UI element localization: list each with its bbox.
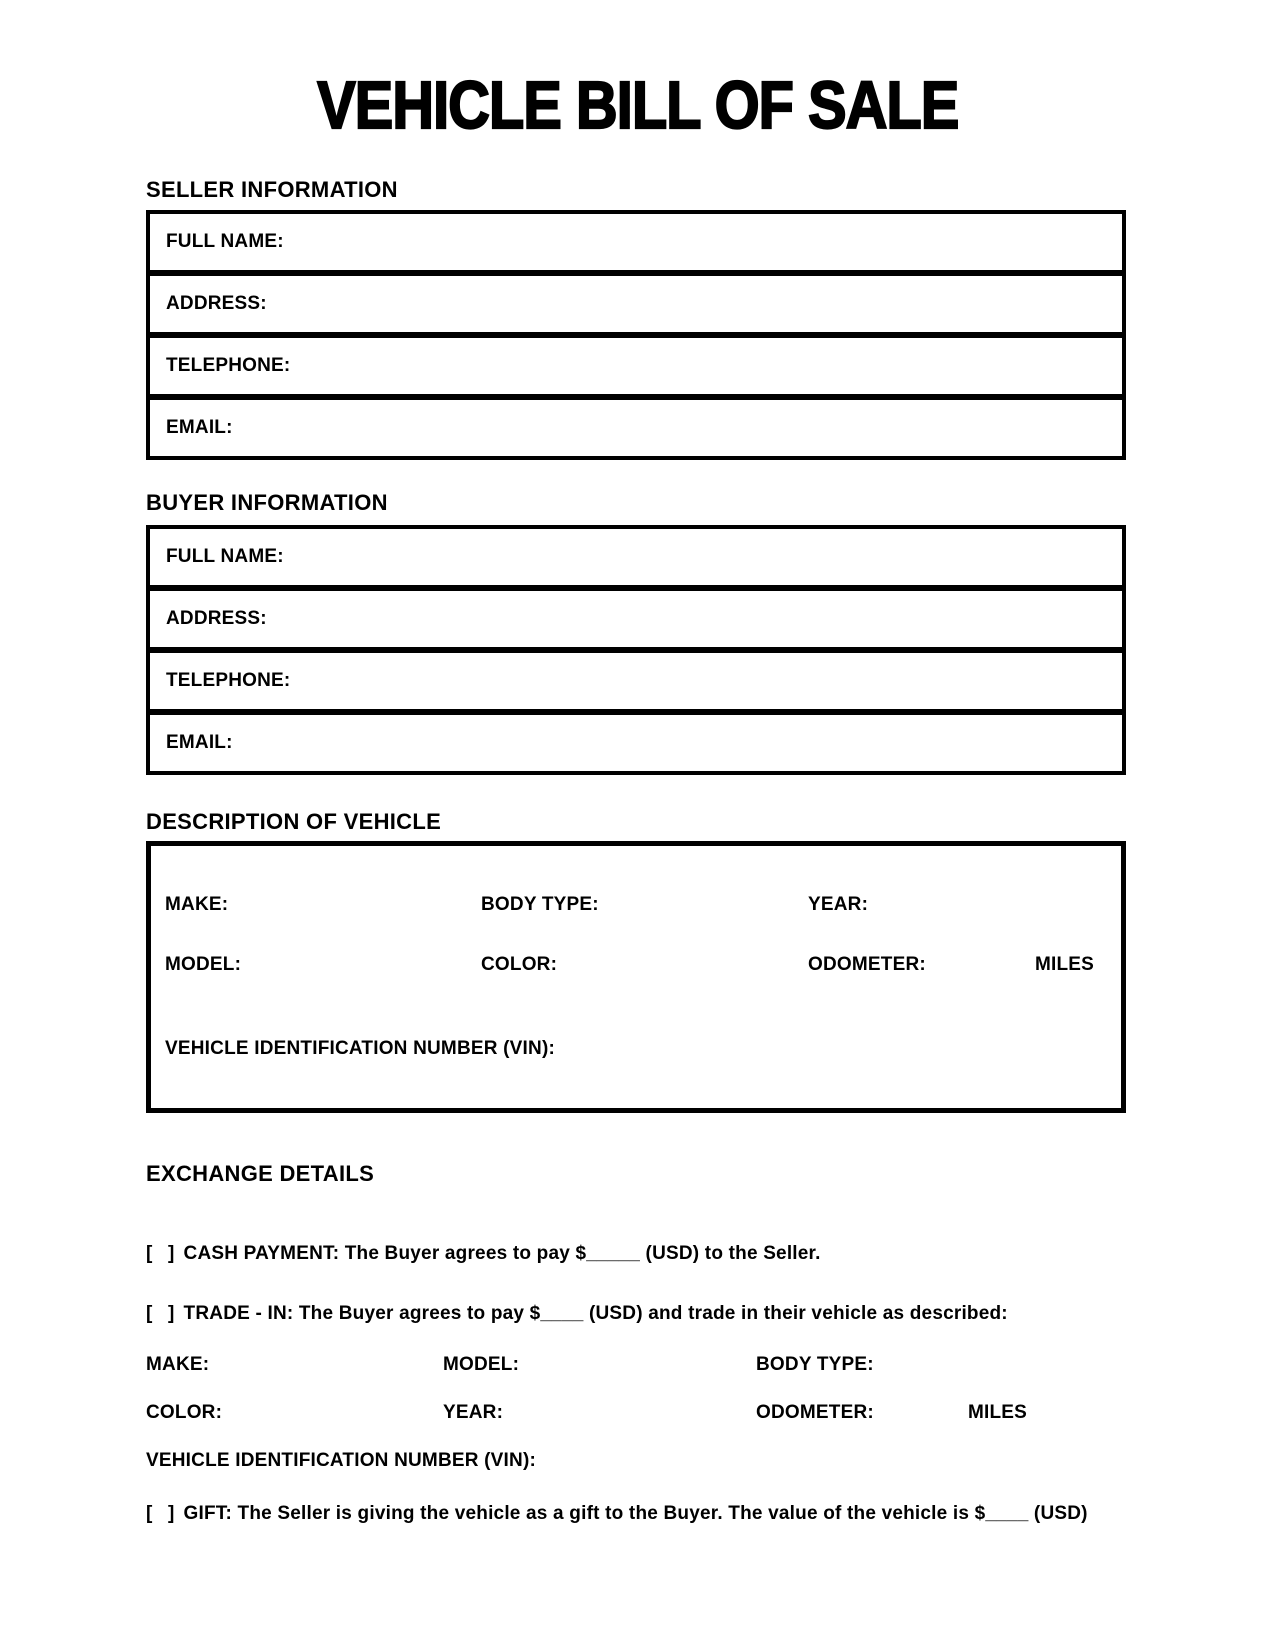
trade-make-label[interactable]: MAKE: [146, 1354, 210, 1375]
seller-telephone-value-area[interactable] [290, 338, 1122, 394]
seller-full-name-label: FULL NAME: [166, 231, 284, 252]
vehicle-row-3 [151, 1038, 1121, 1060]
buyer-telephone-row[interactable] [150, 653, 1122, 715]
seller-full-name-value-area[interactable] [284, 214, 1122, 270]
vehicle-make-label[interactable]: MAKE: [165, 894, 229, 915]
trade-vin-label[interactable]: VEHICLE IDENTIFICATION NUMBER (VIN): [146, 1450, 537, 1471]
vehicle-section-heading: DESCRIPTION OF VEHICLE [146, 809, 442, 834]
trade-odometer-label[interactable]: ODOMETER: [756, 1402, 874, 1423]
trade-miles-label: MILES [968, 1402, 1028, 1423]
vehicle-description-box [146, 841, 1126, 1113]
buyer-email-label: EMAIL: [166, 732, 233, 753]
buyer-telephone-label: TELEPHONE: [166, 670, 291, 691]
seller-telephone-label: TELEPHONE: [166, 355, 291, 376]
vehicle-row-1 [151, 894, 1121, 916]
trade-model-label[interactable]: MODEL: [443, 1354, 520, 1375]
seller-info-box [146, 210, 1126, 460]
buyer-full-name-value-area[interactable] [284, 529, 1122, 585]
trade-vehicle-row-2 [146, 1402, 1126, 1424]
vehicle-odometer-label[interactable]: ODOMETER: [808, 954, 926, 975]
buyer-email-row[interactable] [150, 715, 1122, 771]
seller-telephone-row[interactable] [150, 338, 1122, 400]
seller-email-value-area[interactable] [233, 400, 1122, 456]
vehicle-row-2 [151, 954, 1121, 976]
vehicle-miles-label: MILES [1035, 954, 1095, 975]
cash-payment-option-line [146, 1243, 821, 1266]
exchange-section-heading: EXCHANGE DETAILS [146, 1161, 375, 1186]
buyer-address-row[interactable] [150, 591, 1122, 653]
seller-full-name-row[interactable] [150, 214, 1122, 276]
buyer-section-heading: BUYER INFORMATION [146, 490, 388, 515]
buyer-full-name-row[interactable] [150, 529, 1122, 591]
trade-in-option-line [146, 1303, 1008, 1326]
buyer-info-box [146, 525, 1126, 775]
vehicle-model-label[interactable]: MODEL: [165, 954, 242, 975]
gift-text: GIFT: The Seller is giving the vehicle as a gift to the Buyer. The value of the vehicle is $____ (USD) [183, 1503, 1088, 1524]
vehicle-color-label[interactable]: COLOR: [481, 954, 558, 975]
buyer-address-value-area[interactable] [267, 591, 1122, 647]
buyer-email-value-area[interactable] [233, 715, 1122, 771]
trade-vehicle-row-1 [146, 1354, 1126, 1376]
buyer-address-label: ADDRESS: [166, 608, 267, 629]
vehicle-vin-label[interactable]: VEHICLE IDENTIFICATION NUMBER (VIN): [165, 1038, 556, 1059]
vehicle-body-type-label[interactable]: BODY TYPE: [481, 894, 599, 915]
trade-body-type-label[interactable]: BODY TYPE: [756, 1354, 874, 1375]
trade-color-label[interactable]: COLOR: [146, 1402, 223, 1423]
cash-payment-checkbox[interactable]: [ ] [146, 1243, 175, 1264]
gift-checkbox[interactable]: [ ] [146, 1503, 175, 1524]
page-title-text: VEHICLE BILL OF SALE [317, 68, 959, 143]
seller-email-label: EMAIL: [166, 417, 233, 438]
buyer-telephone-value-area[interactable] [290, 653, 1122, 709]
seller-section-heading: SELLER INFORMATION [146, 177, 398, 202]
trade-year-label[interactable]: YEAR: [443, 1402, 504, 1423]
page-title [0, 68, 1276, 143]
cash-payment-text: CASH PAYMENT: The Buyer agrees to pay $_____ (USD) to the Seller. [183, 1243, 821, 1264]
trade-in-checkbox[interactable]: [ ] [146, 1303, 175, 1324]
seller-email-row[interactable] [150, 400, 1122, 456]
seller-address-label: ADDRESS: [166, 293, 267, 314]
seller-address-value-area[interactable] [267, 276, 1122, 332]
trade-in-text: TRADE - IN: The Buyer agrees to pay $____ (USD) and trade in their vehicle as described: [183, 1303, 1008, 1324]
gift-option-line [146, 1503, 1088, 1526]
vehicle-year-label[interactable]: YEAR: [808, 894, 869, 915]
buyer-full-name-label: FULL NAME: [166, 546, 284, 567]
seller-address-row[interactable] [150, 276, 1122, 338]
